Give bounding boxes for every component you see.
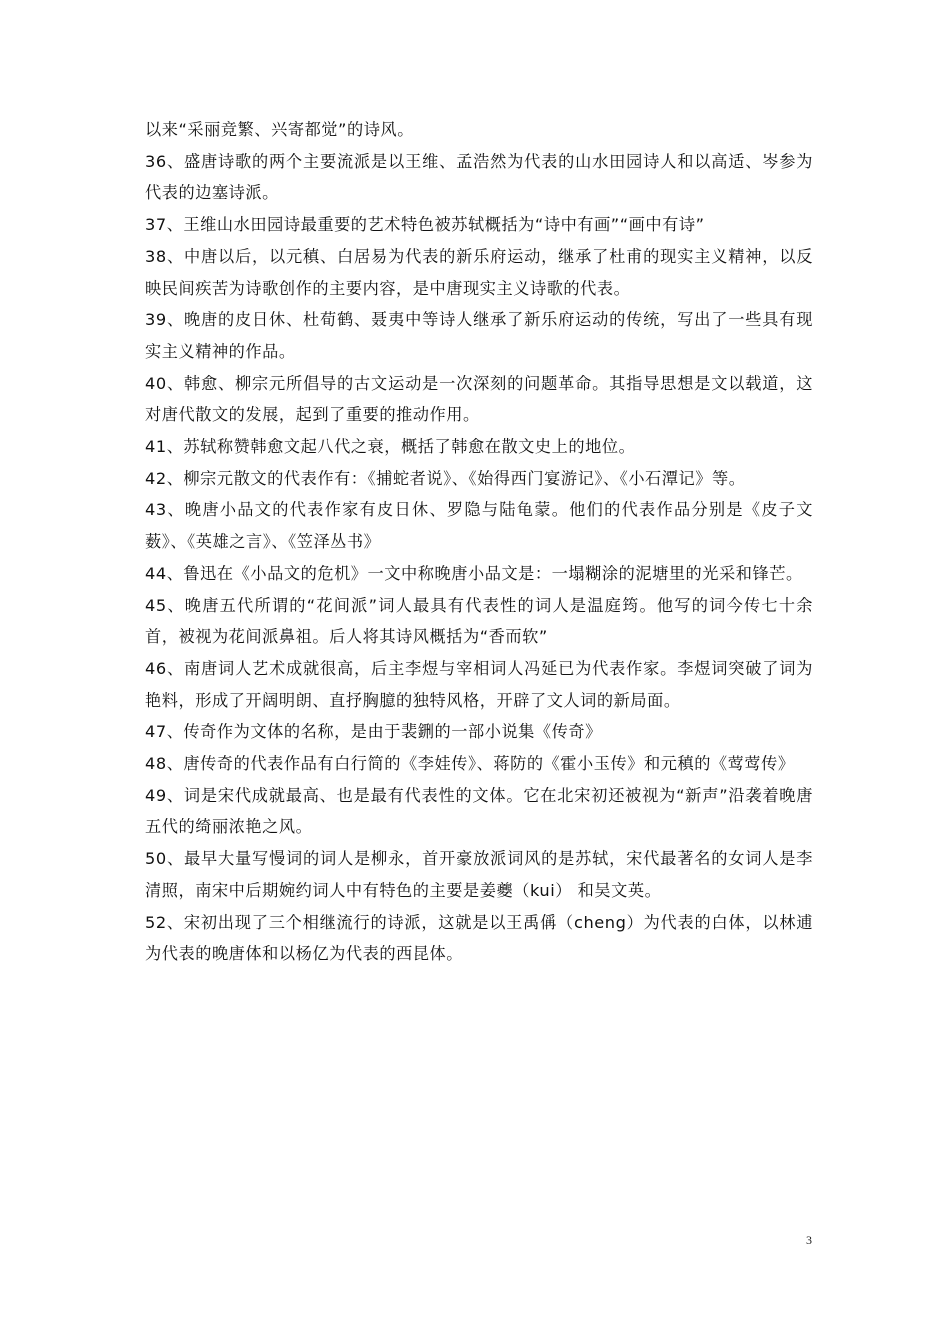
paragraph-42: 42、柳宗元散文的代表作有：《捕蛇者说》、《始得西门宴游记》、《小石潭记》等。 <box>145 468 746 488</box>
paragraph-45: 45、晚唐五代所谓的“花间派”词人最具有代表性的词人是温庭筠。他写的词今传七十余首，被视为花间派鼻祖。后人将其诗风概括为“香而软” <box>145 595 813 647</box>
paragraph-39: 39、晚唐的皮日休、杜荀鹤、聂夷中等诗人继承了新乐府运动的传统，写出了一些具有现实主义精神的作品。 <box>145 310 813 361</box>
paragraph-37: 37、王维山水田园诗最重要的艺术特色被苏轼概括为“诗中有画”“画中有诗” <box>145 215 705 235</box>
paragraph-49: 49、词是宋代成就最高、也是最有代表性的文体。它在北宋初还被视为“新声”沿袭着晚唐五代的绮丽浓艳之风。 <box>145 785 813 837</box>
paragraph-continuation: 以来“采丽竞繁、兴寄都觉”的诗风。 <box>145 120 414 139</box>
paragraph-48: 48、唐传奇的代表作品有白行简的《李娃传》、蒋防的《霍小玉传》和元稹的《莺莺传》 <box>145 754 795 774</box>
paragraph-47: 47、传奇作为文体的名称，是由于裴鉶的一部小说集《传奇》 <box>145 722 602 742</box>
paragraph-44: 44、鲁迅在《小品文的危机》一文中称晚唐小品文是：一塌糊涂的泥塘里的光采和锋芒。 <box>145 563 803 583</box>
paragraph-52: 52、宋初出现了三个相继流行的诗派，这就是以王禹偁（cheng）为代表的白体，以林逋为代表的晚唐体和以杨亿为代表的西昆体。 <box>145 912 813 964</box>
paragraph-41: 41、苏轼称赞韩愈文起八代之衰，概括了韩愈在散文史上的地位。 <box>145 437 636 457</box>
page-number: 3 <box>806 1233 812 1247</box>
paragraph-36: 36、盛唐诗歌的两个主要流派是以王维、孟浩然为代表的山水田园诗人和以高适、岑参为代表的边塞诗派。 <box>145 151 813 203</box>
paragraph-40: 40、韩愈、柳宗元所倡导的古文运动是一次深刻的问题革命。其指导思想是文以载道，这对唐代散文的发展，起到了重要的推动作用。 <box>145 373 813 425</box>
paragraph-46: 46、南唐词人艺术成就很高，后主李煜与宰相词人冯延已为代表作家。李煜词突破了词为艳料，形成了开阔明朗、直抒胸臆的独特风格，开辟了文人词的新局面。 <box>145 658 813 710</box>
paragraph-38: 38、中唐以后，以元稹、白居易为代表的新乐府运动，继承了杜甫的现实主义精神，以反映民间疾苦为诗歌创作的主要内容，是中唐现实主义诗歌的代表。 <box>145 246 813 298</box>
body-text <box>145 114 813 970</box>
paragraph-43: 43、晚唐小品文的代表作家有皮日休、罗隐与陆龟蒙。他们的代表作品分别是《皮子文薮》、《英雄之言》、《笠泽丛书》 <box>145 500 813 552</box>
paragraph-50: 50、最早大量写慢词的词人是柳永，首开豪放派词风的是苏轼，宋代最著名的女词人是李清照，南宋中后期婉约词人中有特色的主要是姜夔（kui） 和吴文英。 <box>145 849 813 900</box>
